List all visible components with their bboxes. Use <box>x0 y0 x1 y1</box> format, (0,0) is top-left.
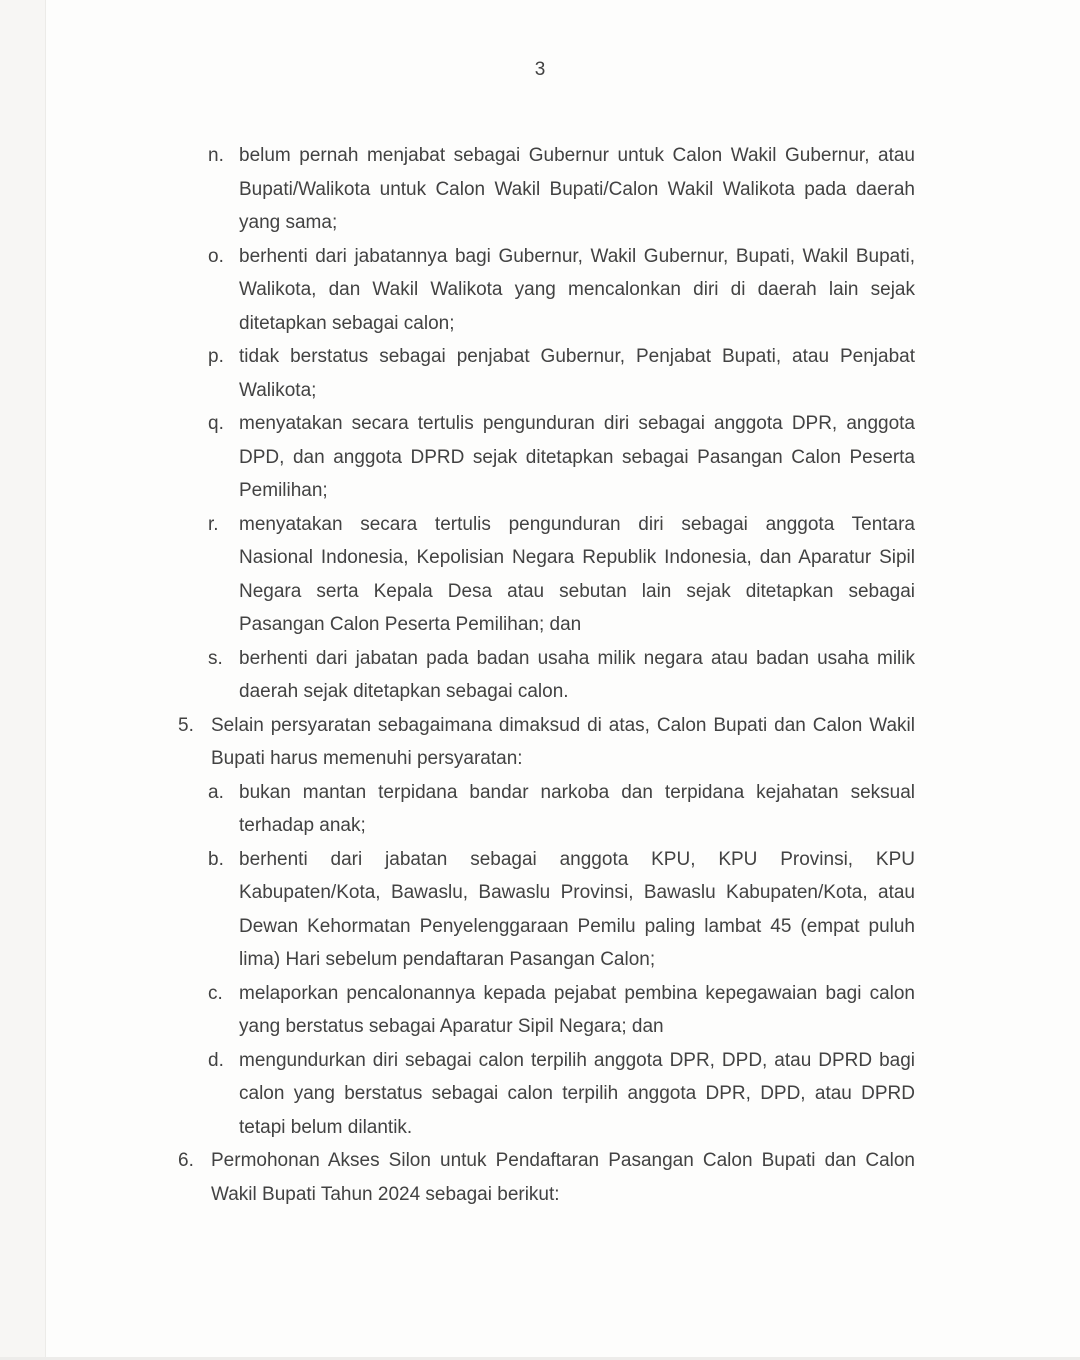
text-line: Pasangan Calon Peserta Pemilihan; dan <box>239 614 582 635</box>
list-item-text <box>239 642 915 709</box>
list-item-text <box>211 1144 915 1211</box>
list-item-text <box>239 1044 915 1145</box>
text-line: berhenti dari jabatannya bagi Gubernur, Wakil Gubernur, Bupati, Wakil Bupati, <box>239 245 915 267</box>
text-line: calon yang berstatus sebagai calon terpilih anggota DPR, DPD, atau DPRD <box>239 1083 915 1104</box>
text-line: Permohonan Akses Silon untuk Pendaftaran Pasangan Calon Bupati dan Calon <box>211 1150 915 1171</box>
text-line: Selain persyaratan sebagaimana dimaksud di atas, Calon Bupati dan Calon Wakil <box>211 714 915 736</box>
list-item-d <box>178 1044 915 1145</box>
list-item-6 <box>178 1144 915 1211</box>
list-item-text <box>239 240 915 341</box>
list-item-s <box>178 642 915 709</box>
text-line: berhenti dari jabatan sebagai anggota KPU, KPU Provinsi, KPU <box>239 848 915 870</box>
list-item-text <box>239 508 915 642</box>
list-item-text <box>239 776 915 843</box>
text-line: Nasional Indonesia, Kepolisian Negara Republik Indonesia, dan Aparatur Sipil <box>239 547 915 568</box>
text-line: menyatakan secara tertulis pengunduran diri sebagai anggota Tentara <box>239 513 915 535</box>
list-item-marker: 5. <box>178 714 194 736</box>
list-item-text <box>239 977 915 1044</box>
text-line: yang berstatus sebagai Aparatur Sipil Negara; dan <box>239 1016 664 1037</box>
text-line: Bupati/Walikota untuk Calon Wakil Bupati/Calon Wakil Walikota pada daerah <box>239 178 915 200</box>
text-line: DPD, dan anggota DPRD sejak ditetapkan sebagai Pasangan Calon Peserta <box>239 446 915 468</box>
list-item-marker: s. <box>208 647 223 669</box>
list-item-marker: d. <box>208 1049 224 1071</box>
document-list <box>178 139 915 1211</box>
list-item-marker: n. <box>208 145 224 166</box>
text-line: Walikota; <box>239 379 317 401</box>
text-line: terhadap anak; <box>239 815 366 836</box>
text-line: berhenti dari jabatan pada badan usaha milik negara atau badan usaha milik <box>239 647 915 669</box>
text-line: Kabupaten/Kota, Bawaslu, Bawaslu Provinsi, Bawaslu Kabupaten/Kota, atau <box>239 882 915 903</box>
text-line: Negara serta Kepala Desa atau sebutan lain sejak ditetapkan sebagai <box>239 580 915 602</box>
list-item-marker: a. <box>208 781 224 803</box>
text-line: Wakil Bupati Tahun 2024 sebagai berikut: <box>211 1183 560 1205</box>
list-item-b <box>178 843 915 977</box>
scan-edge-left <box>0 0 46 1360</box>
list-item-a <box>178 776 915 843</box>
list-item-marker: q. <box>208 413 224 434</box>
text-line: Walikota, dan Wakil Walikota yang mencalonkan diri di daerah lain sejak <box>239 279 915 300</box>
list-item-o <box>178 240 915 341</box>
text-line: Pemilihan; <box>239 480 328 501</box>
list-item-text <box>239 843 915 977</box>
list-item-q <box>178 407 915 508</box>
list-item-marker: 6. <box>178 1150 194 1171</box>
page-number: 3 <box>534 59 546 80</box>
list-item-text <box>239 340 915 407</box>
list-item-text <box>239 139 915 240</box>
text-line: tetapi belum dilantik. <box>239 1116 413 1138</box>
text-line: yang sama; <box>239 212 338 233</box>
text-line: tidak berstatus sebagai penjabat Gubernur, Penjabat Bupati, atau Penjabat <box>239 346 915 367</box>
text-line: Dewan Kehormatan Penyelenggaraan Pemilu paling lambat 45 (empat puluh <box>239 915 915 937</box>
list-item-5 <box>178 709 915 776</box>
text-line: lima) Hari sebelum pendaftaran Pasangan Calon; <box>239 949 656 970</box>
list-item-marker: r. <box>208 513 219 535</box>
list-item-marker: b. <box>208 848 224 870</box>
list-item-marker: c. <box>208 982 223 1004</box>
text-line: menyatakan secara tertulis pengunduran diri sebagai anggota DPR, anggota <box>239 413 915 434</box>
text-line: belum pernah menjabat sebagai Gubernur untuk Calon Wakil Gubernur, atau <box>239 145 915 166</box>
text-line: Bupati harus memenuhi persyaratan: <box>211 748 523 769</box>
list-item-c <box>178 977 915 1044</box>
text-line: ditetapkan sebagai calon; <box>239 312 455 334</box>
list-item-r <box>178 508 915 642</box>
list-item-p <box>178 340 915 407</box>
text-line: mengundurkan diri sebagai calon terpilih anggota DPR, DPD, atau DPRD bagi <box>239 1049 915 1071</box>
list-item-marker: p. <box>208 346 224 367</box>
list-item-n <box>178 139 915 240</box>
list-item-text <box>211 709 915 776</box>
text-line: daerah sejak ditetapkan sebagai calon. <box>239 681 569 702</box>
text-line: bukan mantan terpidana bandar narkoba dan terpidana kejahatan seksual <box>239 781 915 803</box>
list-item-text <box>239 407 915 508</box>
text-line: melaporkan pencalonannya kepada pejabat pembina kepegawaian bagi calon <box>239 982 915 1004</box>
list-item-marker: o. <box>208 245 224 267</box>
